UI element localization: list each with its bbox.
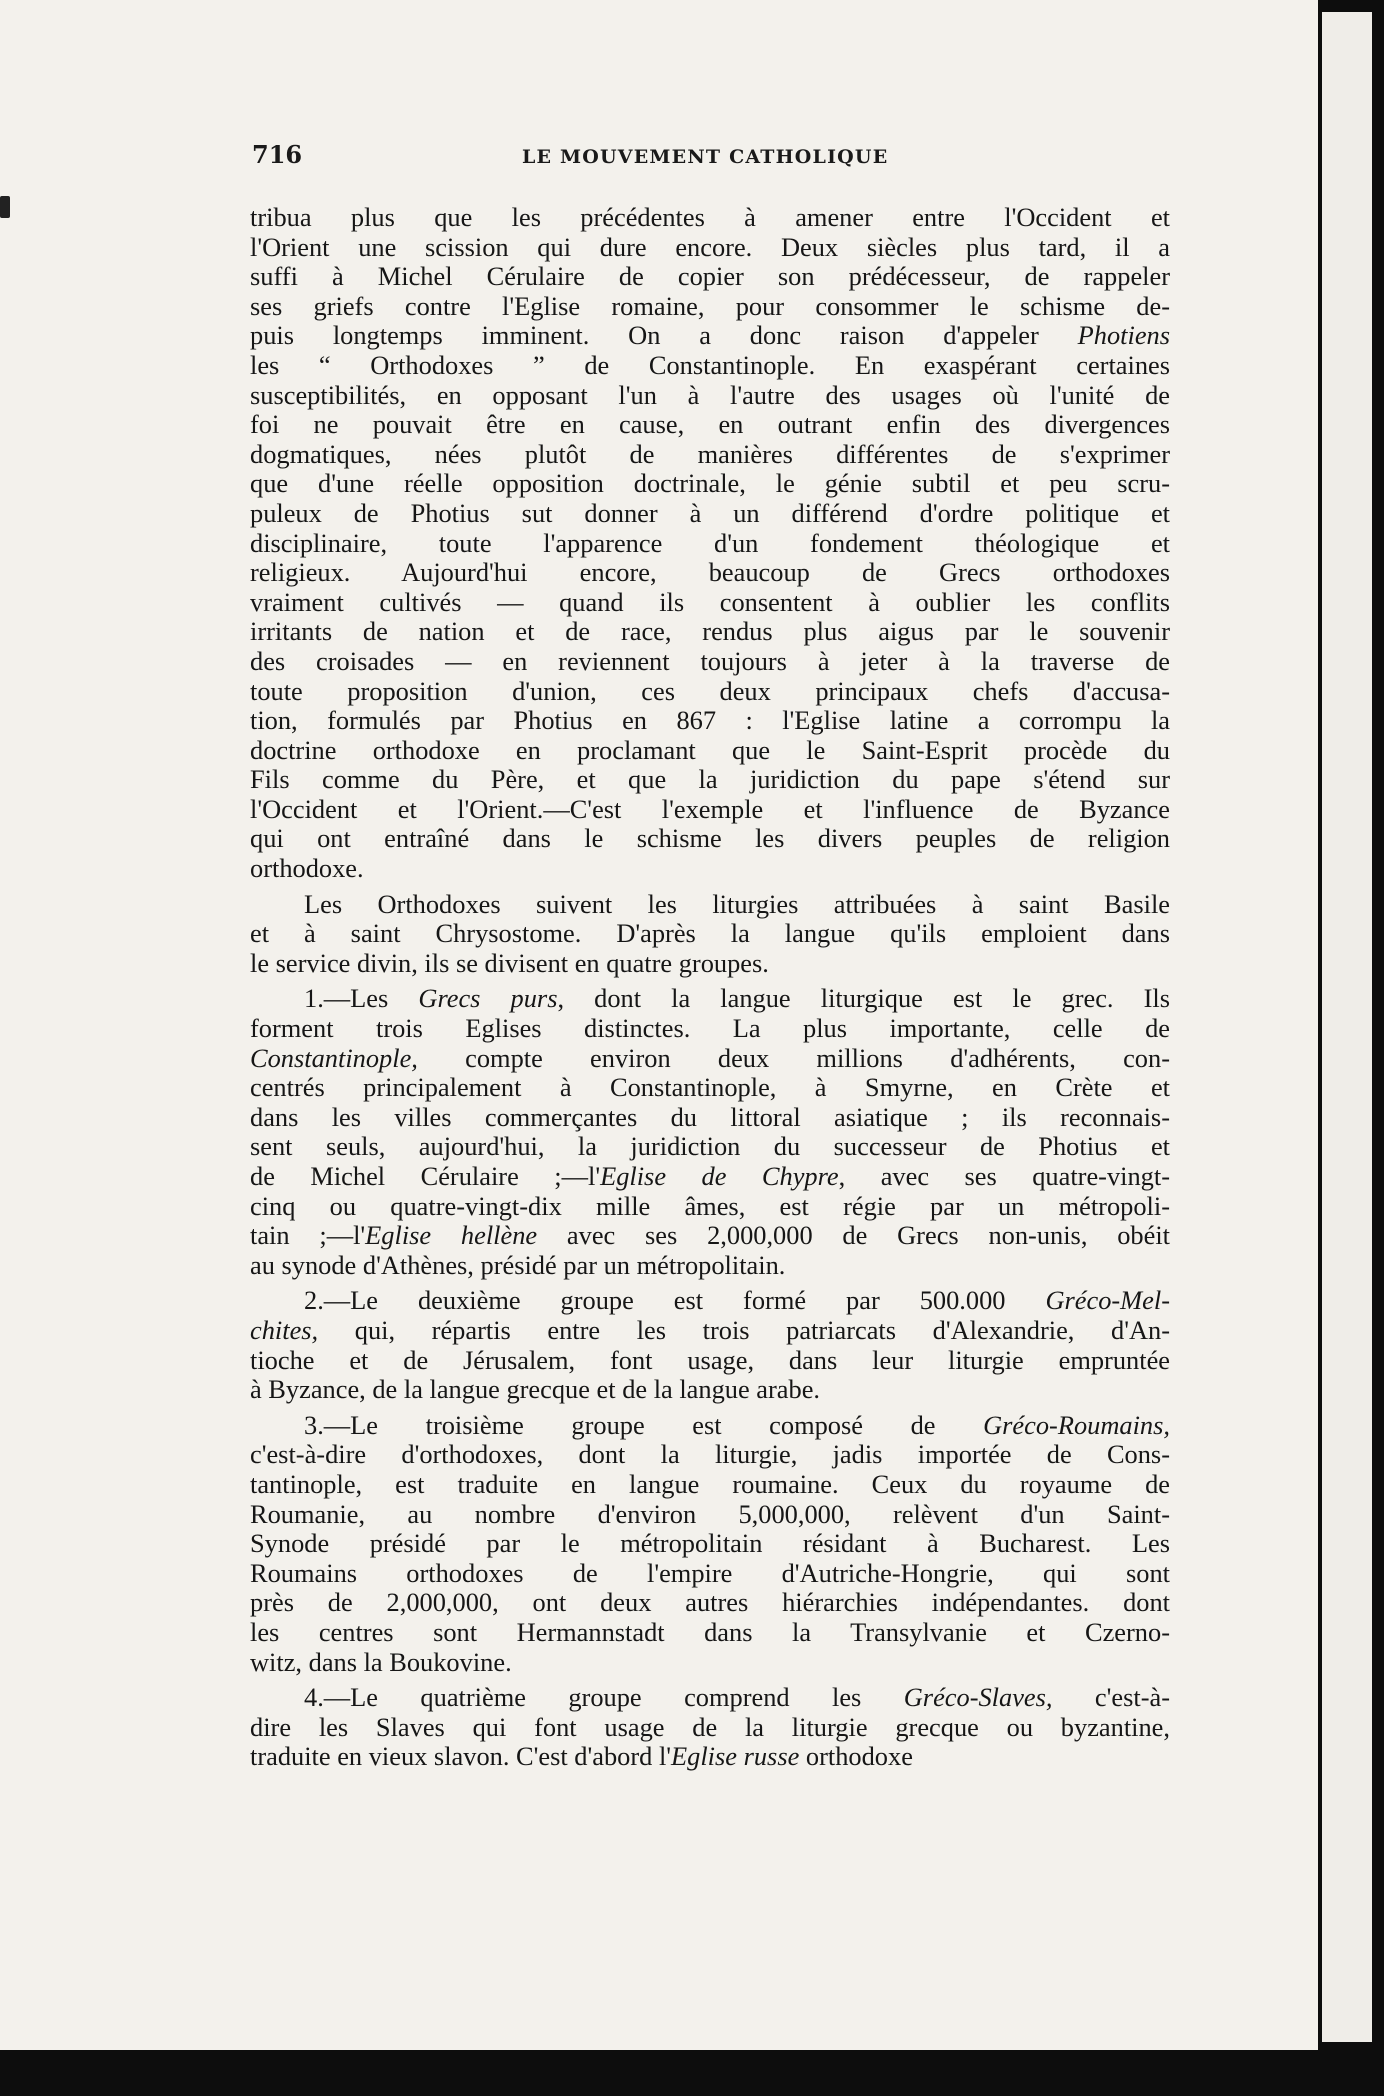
text-line: dire les Slaves qui font usage de la liturgie grecque ou byzantine, xyxy=(250,1711,1170,1742)
text-line: religieux. Aujourd'hui encore, beaucoup de Grecs orthodoxes xyxy=(250,557,1170,588)
paragraph xyxy=(250,984,1170,1280)
text-line: toute proposition d'union, ces deux principaux chefs d'accusa- xyxy=(250,675,1170,706)
paragraph xyxy=(250,1286,1170,1404)
text-line: sent seuls, aujourd'hui, la juridiction du successeur de Photius et xyxy=(250,1131,1170,1162)
text-line: les centres sont Hermannstadt dans la Transylvanie et Czerno- xyxy=(250,1616,1170,1647)
text-line: tioche et de Jérusalem, font usage, dans leur liturgie empruntée xyxy=(250,1344,1170,1375)
text-line: susceptibilités, en opposant l'un à l'autre des usages où l'unité de xyxy=(250,379,1170,410)
text-line: Les Orthodoxes suivent les liturgies attribuées à saint Basile xyxy=(304,888,1170,919)
text-line: chites, qui, répartis entre les trois patriarcats d'Alexandrie, d'An- xyxy=(250,1314,1170,1345)
page-header xyxy=(252,140,1162,180)
text-line: les “ Orthodoxes ” de Constantinople. En exaspérant certaines xyxy=(250,349,1170,380)
text-line: 2.—Le deuxième groupe est formé par 500.000 Gréco-Mel- xyxy=(304,1285,1170,1316)
text-line: et à saint Chrysostome. D'après la langue qu'ils emploient dans xyxy=(250,918,1170,949)
text-line: puis longtemps imminent. On a donc raison d'appeler Photiens xyxy=(250,320,1170,351)
paragraph xyxy=(250,1683,1170,1772)
paragraph xyxy=(250,203,1170,884)
text-line: l'Orient une scission qui dure encore. Deux siècles plus tard, il a xyxy=(250,231,1170,262)
text-line: c'est-à-dire d'orthodoxes, dont la liturgie, jadis importée de Cons- xyxy=(250,1439,1170,1470)
text-line: des croisades — en reviennent toujours à jeter à la traverse de xyxy=(250,645,1170,676)
text-line: dans les villes commerçantes du littoral asiatique ; ils reconnais- xyxy=(250,1101,1170,1132)
text-line: le service divin, ils se divisent en quatre groupes. xyxy=(250,947,769,978)
text-line: qui ont entraîné dans le schisme les divers peuples de religion xyxy=(250,823,1170,854)
scan-border-bottom xyxy=(0,2050,1318,2096)
text-line: Roumanie, au nombre d'environ 5,000,000, relèvent d'un Saint- xyxy=(250,1498,1170,1529)
text-line: l'Occident et l'Orient.—C'est l'exemple et l'influence de Byzance xyxy=(250,793,1170,824)
text-line: witz, dans la Boukovine. xyxy=(250,1646,512,1677)
text-line: ses griefs contre l'Eglise romaine, pour consommer le schisme de- xyxy=(250,290,1170,321)
text-line: vraiment cultivés — quand ils consentent à oublier les conflits xyxy=(250,586,1170,617)
text-line: tain ;—l'Eglise hellène avec ses 2,000,000 de Grecs non-unis, obéit xyxy=(250,1220,1170,1251)
text-line: Synode présidé par le métropolitain résidant à Bucharest. Les xyxy=(250,1528,1170,1559)
text-line: foi ne pouvait être en cause, en outrant enfin des divergences xyxy=(250,409,1170,440)
paragraph xyxy=(250,1411,1170,1677)
text-line: orthodoxe. xyxy=(250,853,364,884)
text-line: traduite en vieux slavon. C'est d'abord l'Eglise russe orthodoxe xyxy=(250,1741,913,1772)
text-line: Constantinople, compte environ deux millions d'adhérents, con- xyxy=(250,1042,1170,1073)
text-line: Fils comme du Père, et que la juridiction du pape s'étend sur xyxy=(250,764,1170,795)
text-line: près de 2,000,000, ont deux autres hiérarchies indépendantes. dont xyxy=(250,1587,1170,1618)
text-line: dogmatiques, nées plutôt de manières différentes de s'exprimer xyxy=(250,438,1170,469)
text-line: 3.—Le troisième groupe est composé de Gréco-Roumains, xyxy=(304,1409,1170,1440)
scan-artifact-mark xyxy=(0,196,10,218)
text-line: tantinople, est traduite en langue roumaine. Ceux du royaume de xyxy=(250,1468,1170,1499)
text-line: 4.—Le quatrième groupe comprend les Gréco-Slaves, c'est-à- xyxy=(304,1682,1171,1713)
text-line: suffi à Michel Cérulaire de copier son prédécesseur, de rappeler xyxy=(250,261,1170,292)
running-head: LE MOUVEMENT CATHOLIQUE xyxy=(522,146,889,168)
text-line: que d'une réelle opposition doctrinale, le génie subtil et peu scru- xyxy=(250,468,1170,499)
text-line: tion, formulés par Photius en 867 : l'Eglise latine a corrompu la xyxy=(250,705,1170,736)
text-line: 1.—Les Grecs purs, dont la langue liturgique est le grec. Ils xyxy=(304,983,1171,1014)
text-line: tribua plus que les précédentes à amener entre l'Occident et xyxy=(250,202,1170,232)
text-line: à Byzance, de la langue grecque et de la langue arabe. xyxy=(250,1374,821,1405)
page-number: 716 xyxy=(252,140,303,169)
text-line: au synode d'Athènes, présidé par un métropolitain. xyxy=(250,1249,786,1280)
text-line: centrés principalement à Constantinople, à Smyrne, en Crète et xyxy=(250,1072,1170,1103)
text-line: puleux de Photius sut donner à un différend d'ordre politique et xyxy=(250,497,1170,528)
text-line: irritants de nation et de race, rendus plus aigus par le souvenir xyxy=(250,616,1170,647)
text-line: cinq ou quatre-vingt-dix mille âmes, est régie par un métropoli- xyxy=(250,1190,1170,1221)
text-line: doctrine orthodoxe en proclamant que le Saint-Esprit procède du xyxy=(250,734,1170,765)
text-line: de Michel Cérulaire ;—l'Eglise de Chypre, avec ses quatre-vingt- xyxy=(250,1161,1171,1191)
adjacent-page-edge xyxy=(1322,12,1372,2042)
body-text xyxy=(250,203,1170,1772)
text-line: forment trois Eglises distinctes. La plus importante, celle de xyxy=(250,1013,1170,1044)
text-line: Roumains orthodoxes de l'empire d'Autriche-Hongrie, qui sont xyxy=(250,1557,1170,1588)
paragraph xyxy=(250,890,1170,979)
text-line: disciplinaire, toute l'apparence d'un fondement théologique et xyxy=(250,527,1170,558)
